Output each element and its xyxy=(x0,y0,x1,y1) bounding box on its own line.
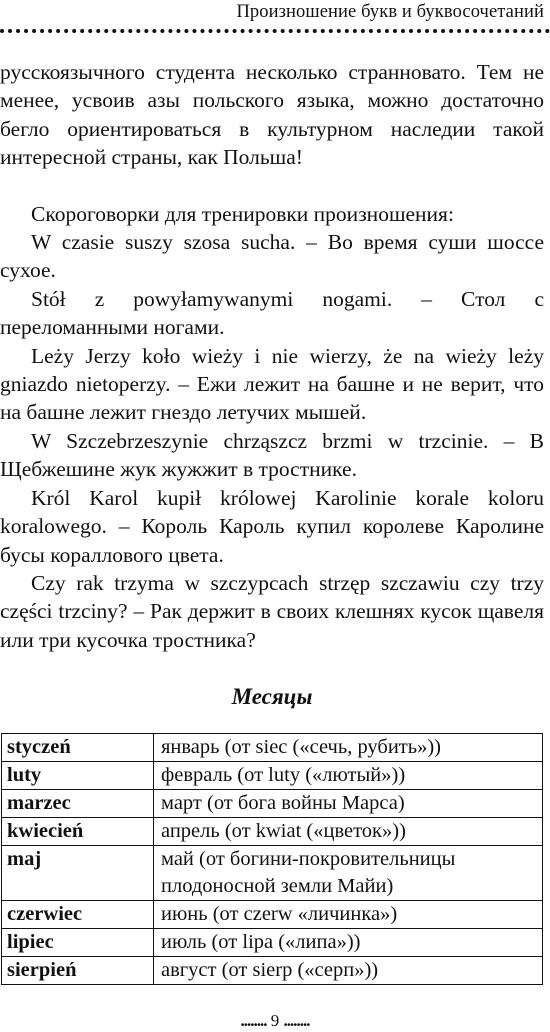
tongue-twister: W czasie suszy szosa sucha. – Во время суши шоссе сухое. xyxy=(0,230,544,283)
page-number: 9 xyxy=(270,1011,280,1030)
russian-translation: февраль (от luty («лютый»)) xyxy=(154,762,543,790)
polish-month: kwiecień xyxy=(2,818,154,846)
russian-translation: январь (от siec («сечь, рубить»)) xyxy=(154,734,543,762)
tongue-twisters-intro: Скороговорки для тренировки произношения: xyxy=(31,201,454,226)
russian-translation: май (от богини-покровительницы плодоносной земли Майи) xyxy=(154,846,543,901)
russian-translation: июль (от lipa («липа»)) xyxy=(154,929,543,957)
running-title: Произношение букв и буквосочетаний xyxy=(236,2,544,22)
polish-month: marzec xyxy=(2,790,154,818)
tongue-twister: Król Karol kupił królowej Karolinie korale koloru koralowego. – Король Кароль купил королеве Каролине бусы кораллового цвета. xyxy=(0,485,544,567)
table-row xyxy=(2,901,543,929)
footer-dots-left: ........ xyxy=(240,1011,267,1030)
body-text xyxy=(0,58,544,654)
footer-dots-right: ........ xyxy=(283,1011,310,1030)
tongue-twister: Leży Jerzy koło wieży i nie wierzy, że na wieży leży gniazdo nietoperzy. – Ежи лежит на башне и не верит, что на башне лежит гнездо летучих мышей. xyxy=(0,343,544,425)
tongue-twister: Czy rak trzyma w szczypcach strzęp szczawiu czy trzy części trzciny? – Рак держит в своих клешнях кусок щавеля или три кусочка тростника? xyxy=(0,570,544,652)
russian-translation: июнь (от czerw «личинка») xyxy=(154,901,543,929)
russian-translation: апрель (от kwiat («цветок»)) xyxy=(154,818,543,846)
table-row xyxy=(2,790,543,818)
table-row xyxy=(2,762,543,790)
paragraph-gap xyxy=(0,172,544,200)
paragraph-continuation: русскоязычного студента несколько странновато. Тем не менее, усвоив азы польского языка, можно достаточно бегло ориентироваться в культурном наследии такой интересной страны, как Польша! xyxy=(0,60,544,170)
polish-month: luty xyxy=(2,762,154,790)
table-row xyxy=(2,818,543,846)
tongue-twister: Stół z powyłamywanymi nogami. – Стол с переломанными ногами. xyxy=(0,286,544,340)
table-row xyxy=(2,734,543,762)
polish-month: czerwiec xyxy=(2,901,154,929)
polish-month: styczeń xyxy=(2,734,154,762)
months-table xyxy=(1,733,543,985)
table-row xyxy=(2,957,543,985)
polish-month: lipiec xyxy=(2,929,154,957)
section-title: Месяцы xyxy=(231,684,313,709)
russian-translation: август (от sierp («серп»)) xyxy=(154,957,543,985)
table-row xyxy=(2,929,543,957)
polish-month: sierpień xyxy=(2,957,154,985)
polish-month: maj xyxy=(2,846,154,901)
header-dotted-rule xyxy=(0,29,550,33)
russian-translation: март (от бога войны Марса) xyxy=(154,790,543,818)
page-footer xyxy=(0,1011,550,1031)
tongue-twister: W Szczebrzeszynie chrząszcz brzmi w trzcinie. – В Щебжешине жук жужжит в тростнике. xyxy=(0,428,544,482)
table-row xyxy=(2,846,543,901)
